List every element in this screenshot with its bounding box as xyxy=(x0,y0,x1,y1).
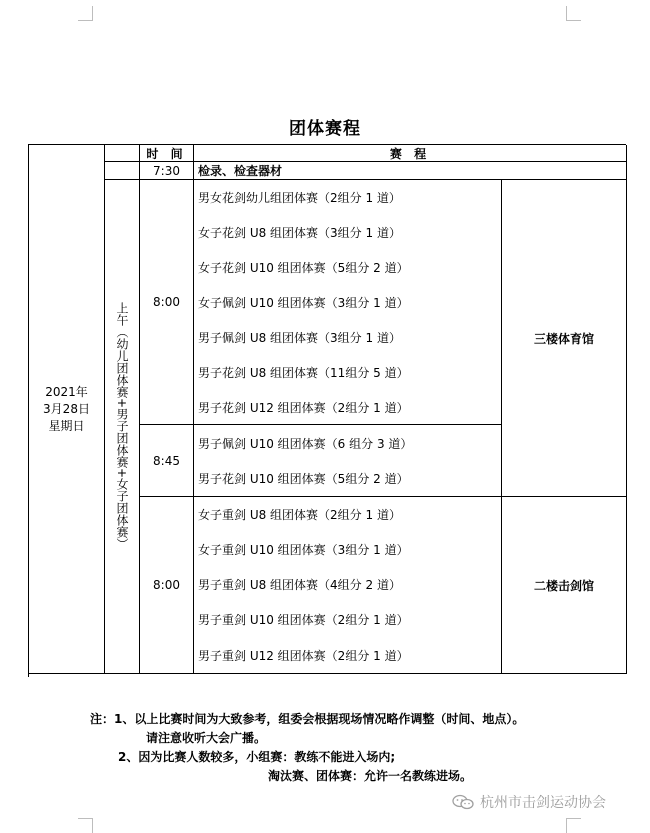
venue-upper xyxy=(502,180,627,497)
event-row: 女子重剑 U8 组团体赛（2组分 1 道） xyxy=(194,497,502,532)
crop-mark-top-left xyxy=(78,6,93,21)
note-line-1: 注：1、以上比赛时间为大致参考，组委会根据现场情况略作调整（时间、地点）。 xyxy=(90,712,525,726)
header-time: 时 间 xyxy=(140,145,194,162)
venue-label: 三楼体育馆 xyxy=(533,331,594,346)
event-row: 男子重剑 U12 组团体赛（2组分 1 道） xyxy=(194,637,502,674)
event-row: 男子花剑 U8 组团体赛（11组分 5 道） xyxy=(194,355,502,390)
date-year: 2021年 xyxy=(45,384,88,399)
time-block-1 xyxy=(140,180,194,425)
header-blank xyxy=(105,145,140,162)
crop-mark-bottom-left xyxy=(78,818,93,833)
crop-mark-top-right xyxy=(566,6,581,21)
note-line-3: 2、因为比赛人数较多，小组赛：教练不能进入场内; xyxy=(118,750,396,764)
date-weekday: 星期日 xyxy=(48,418,85,433)
event-row: 男子花剑 U10 组团体赛（5组分 2 道） xyxy=(194,461,502,497)
time-label: 8:00 xyxy=(153,295,180,309)
venue-lower xyxy=(502,497,627,674)
event-row: 女子花剑 U10 组团体赛（5组分 2 道） xyxy=(194,250,502,285)
note-line-4: 淘汰赛、团体赛：允许一名教练进场。 xyxy=(268,769,473,783)
event-row: 男子佩剑 U8 组团体赛（3组分 1 道） xyxy=(194,320,502,355)
schedule-table xyxy=(28,144,626,677)
event-row: 男女花剑幼儿组团体赛（2组分 1 道） xyxy=(194,180,502,215)
header-schedule: 赛 程 xyxy=(194,145,627,162)
event-row: 男子重剑 U10 组团体赛（2组分 1 道） xyxy=(194,602,502,637)
time-block-3 xyxy=(140,497,194,674)
notes-section xyxy=(90,710,524,786)
event-row: 男子重剑 U8 组团体赛（4组分 2 道） xyxy=(194,567,502,602)
session-label: 上午（幼儿团体赛+男子团体赛+女子团体赛） xyxy=(115,302,129,551)
checkin-text: 检录、检查器材 xyxy=(194,162,627,180)
time-block-2 xyxy=(140,425,194,497)
note-line-2: 请注意收听大会广播。 xyxy=(146,731,267,745)
event-row: 男子花剑 U12 组团体赛（2组分 1 道） xyxy=(194,390,502,425)
event-row: 男子佩剑 U10 组团体赛（6 组分 3 道） xyxy=(194,425,502,461)
watermark xyxy=(452,792,606,812)
wechat-icon xyxy=(452,794,474,810)
page-title: 团体赛程 xyxy=(289,119,361,139)
checkin-blank xyxy=(105,162,140,180)
venue-label: 二楼击剑馆 xyxy=(533,578,594,593)
time-label: 8:00 xyxy=(153,578,180,592)
event-row: 女子佩剑 U10 组团体赛（3组分 1 道） xyxy=(194,285,502,320)
date-cell xyxy=(29,145,105,674)
crop-mark-bottom-right xyxy=(566,818,581,833)
date-day: 3月28日 xyxy=(43,401,90,416)
checkin-time: 7:30 xyxy=(140,162,194,180)
watermark-text: 杭州市击剑运动协会 xyxy=(480,795,606,811)
session-cell xyxy=(105,180,140,674)
time-label: 8:45 xyxy=(153,453,180,468)
event-row: 女子重剑 U10 组团体赛（3组分 1 道） xyxy=(194,532,502,567)
event-row: 女子花剑 U8 组团体赛（3组分 1 道） xyxy=(194,215,502,250)
